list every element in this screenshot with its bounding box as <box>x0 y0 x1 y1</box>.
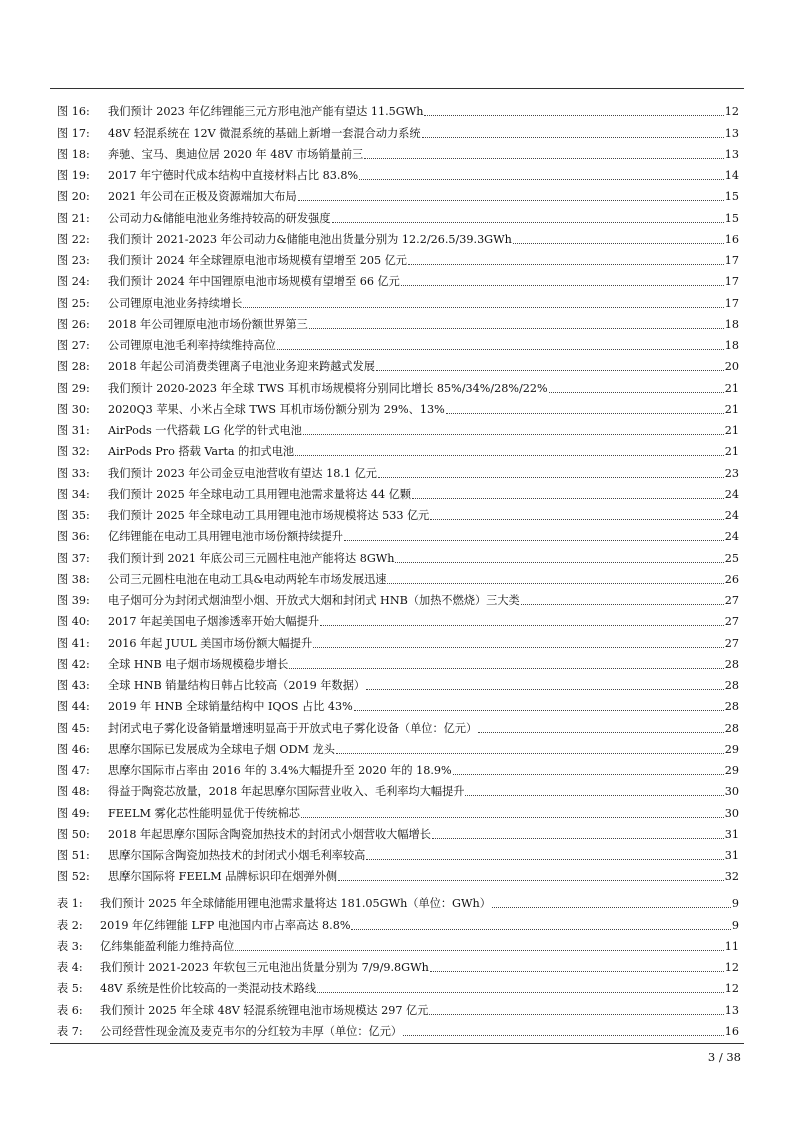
dot-leader <box>387 583 723 584</box>
dot-leader <box>332 222 724 223</box>
figure-entry[interactable] <box>57 629 739 650</box>
entry-title[interactable]: 2020Q3 苹果、小米占全球 TWS 耳机市场份额分别为 29%、13% <box>108 402 445 416</box>
entry-title[interactable]: 我们预计 2023 年亿纬锂能三元方形电池产能有望达 11.5GWh <box>108 105 424 119</box>
table-entry[interactable] <box>57 890 739 911</box>
entry-page-number[interactable]: 27 <box>724 594 739 607</box>
entry-label: 图 16: <box>57 105 90 119</box>
entry-label: 图 48: <box>57 785 90 799</box>
entry-title[interactable]: 我们预计 2023 年公司金豆电池营收有望达 18.1 亿元 <box>108 466 377 480</box>
dot-leader <box>513 243 724 244</box>
dot-leader <box>235 950 723 951</box>
entry-title[interactable]: 2017 年起美国电子烟渗透率开始大幅提升 <box>108 615 320 629</box>
entry-label: 图 45: <box>57 721 90 735</box>
entry-page-number[interactable]: 26 <box>724 572 739 586</box>
entry-page-number[interactable]: 32 <box>724 870 739 884</box>
entry-title[interactable]: 亿纬集能盈利能力维持高位 <box>100 939 235 953</box>
entry-title[interactable]: 我们预计 2024 年中国锂原电池市场规模有望增至 66 亿元 <box>108 275 400 289</box>
dot-leader <box>338 880 724 881</box>
entry-title[interactable]: 48V 轻混系统在 12V 微混系统的基础上新增一套混合动力系统 <box>108 126 421 140</box>
dot-leader <box>408 264 724 265</box>
figure-entry[interactable] <box>57 863 739 884</box>
entry-page-number[interactable]: 13 <box>724 1003 739 1017</box>
entry-label: 图 24: <box>57 275 90 289</box>
figure-entry[interactable] <box>57 98 739 119</box>
entry-page-number[interactable]: 17 <box>724 296 739 310</box>
figure-entry[interactable] <box>57 459 739 480</box>
figure-entry[interactable] <box>57 608 739 629</box>
entry-label: 图 49: <box>57 806 90 820</box>
dot-leader <box>364 158 724 159</box>
entry-label: 图 34: <box>57 487 90 501</box>
figure-entry[interactable] <box>57 693 739 714</box>
table-entry[interactable] <box>57 911 739 932</box>
figure-entry[interactable] <box>57 523 739 544</box>
entry-label: 图 32: <box>57 445 90 459</box>
entry-page-number[interactable]: 28 <box>724 700 739 714</box>
entry-page-number[interactable]: 12 <box>724 105 739 119</box>
figure-entry[interactable] <box>57 778 739 799</box>
dot-leader <box>351 929 730 930</box>
header-rule <box>50 88 744 89</box>
entry-title[interactable]: 2019 年亿纬锂能 LFP 电池国内市占率高达 8.8% <box>100 918 351 932</box>
entry-title[interactable]: 全球 HNB 销量结构日韩占比较高（2019 年数据） <box>108 679 366 692</box>
entry-page-number[interactable]: 16 <box>724 1024 739 1038</box>
dot-leader <box>424 115 723 116</box>
entry-title[interactable]: 得益于陶瓷芯放量，2018 年起思摩尔国际营业收入、毛利率均大幅提升 <box>108 785 465 799</box>
dot-leader <box>430 971 724 972</box>
entry-title[interactable]: 2017 年宁德时代成本结构中直接材料占比 83.8% <box>108 169 359 182</box>
figure-entry[interactable] <box>57 226 739 247</box>
entry-page-number[interactable]: 24 <box>724 487 739 501</box>
entry-label: 图 17: <box>57 126 90 140</box>
page-number: 3 / 38 <box>707 1050 741 1064</box>
figure-entry[interactable] <box>57 481 739 502</box>
figure-list <box>57 98 739 884</box>
entry-page-number[interactable]: 16 <box>724 232 739 246</box>
entry-title[interactable]: 我们预计 2025 年全球储能用锂电池需求量将达 181.05GWh（单位：GWh） <box>100 897 491 911</box>
entry-label: 表 7: <box>57 1024 83 1038</box>
entry-title[interactable]: 公司锂原电池毛利率持续维持高位 <box>108 339 276 352</box>
entry-page-number[interactable]: 11 <box>724 939 739 953</box>
figure-entry[interactable] <box>57 714 739 735</box>
entry-label: 表 4: <box>57 961 83 974</box>
entry-page-number[interactable]: 25 <box>724 551 739 565</box>
entry-page-number[interactable]: 12 <box>724 961 739 974</box>
entry-title[interactable]: 我们预计到 2021 年底公司三元圆柱电池产能将达 8GWh <box>108 551 395 565</box>
table-entry[interactable] <box>57 996 739 1017</box>
dot-leader <box>429 1014 723 1015</box>
figure-entry[interactable] <box>57 842 739 863</box>
dot-leader <box>378 477 724 478</box>
entry-label: 图 41: <box>57 636 90 650</box>
entry-page-number[interactable]: 31 <box>724 827 739 841</box>
entry-label: 表 1: <box>57 897 83 911</box>
figure-entry[interactable] <box>57 204 739 225</box>
figure-entry[interactable] <box>57 396 739 417</box>
entry-title[interactable]: 电子烟可分为封闭式烟油型小烟、开放式大烟和封闭式 HNB（加热不燃烧）三大类 <box>108 594 520 607</box>
dot-leader <box>243 307 723 308</box>
entry-label: 图 28: <box>57 360 90 374</box>
entry-title[interactable]: AirPods Pro 搭载 Varta 的扣式电池 <box>108 445 295 459</box>
entry-page-number[interactable]: 9 <box>731 897 739 911</box>
figure-entry[interactable] <box>57 544 739 565</box>
dot-leader <box>478 732 724 733</box>
dot-leader <box>309 328 724 329</box>
dot-leader <box>430 519 723 520</box>
entry-title[interactable]: 我们预计 2025 年全球电动工具用锂电池市场规模将达 533 亿元 <box>108 509 430 522</box>
entry-title[interactable]: 2021 年公司在正极及资源端加大布局 <box>108 190 297 204</box>
dot-leader <box>320 625 724 626</box>
dot-leader <box>465 795 723 796</box>
entry-label: 图 22: <box>57 232 90 246</box>
entry-label: 图 20: <box>57 190 90 204</box>
dot-leader <box>446 413 724 414</box>
dot-leader <box>395 562 723 563</box>
entry-title[interactable]: 公司三元圆柱电池在电动工具&电动两轮车市场发展迅速 <box>108 572 387 586</box>
entry-label: 图 33: <box>57 466 90 480</box>
entry-title[interactable]: 思摩尔国际将 FEELM 品牌标识印在烟弹外侧 <box>108 870 338 884</box>
figure-entry[interactable] <box>57 672 739 693</box>
figure-entry[interactable] <box>57 821 739 842</box>
entry-page-number[interactable]: 17 <box>724 275 739 289</box>
entry-label: 图 38: <box>57 572 90 586</box>
entry-page-number[interactable]: 30 <box>724 806 739 820</box>
table-list <box>57 890 739 1039</box>
entry-label: 表 2: <box>57 918 83 932</box>
entry-page-number[interactable]: 24 <box>724 530 739 544</box>
entry-title[interactable]: 2019 年 HNB 全球销量结构中 IQOS 占比 43% <box>108 700 353 714</box>
entry-label: 图 36: <box>57 530 90 544</box>
dot-leader <box>401 285 724 286</box>
figure-entry[interactable] <box>57 651 739 672</box>
dot-leader <box>289 668 723 669</box>
entry-page-number[interactable]: 21 <box>724 445 739 459</box>
figure-entry[interactable] <box>57 183 739 204</box>
entry-title[interactable]: 2016 年起 JUUL 美国市场份额大幅提升 <box>108 636 313 650</box>
entry-title[interactable]: 2018 年起思摩尔国际含陶瓷加热技术的封闭式小烟营收大幅增长 <box>108 827 431 841</box>
dot-leader <box>422 137 724 138</box>
entry-label: 表 6: <box>57 1003 83 1017</box>
figure-entry[interactable] <box>57 417 739 438</box>
entry-page-number[interactable]: 27 <box>724 615 739 629</box>
entry-title[interactable]: 奔驰、宝马、奥迪位居 2020 年 48V 市场销量前三 <box>108 147 364 161</box>
figure-entry[interactable] <box>57 332 739 353</box>
footer-rule <box>50 1043 744 1044</box>
entry-page-number[interactable]: 29 <box>724 742 739 756</box>
entry-title[interactable]: 2018 年起公司消费类锂离子电池业务迎来跨越式发展 <box>108 360 375 374</box>
entry-title[interactable]: 公司动力&储能电池业务维持较高的研发强度 <box>108 211 331 225</box>
entry-title[interactable]: FEELM 雾化芯性能明显优于传统棉芯 <box>108 806 300 820</box>
entry-title[interactable]: 全球 HNB 电子烟市场规模稳步增长 <box>108 657 289 671</box>
entry-label: 图 44: <box>57 700 90 714</box>
table-entry[interactable] <box>57 1018 739 1039</box>
entry-label: 图 51: <box>57 849 90 862</box>
figure-entry[interactable] <box>57 757 739 778</box>
entry-page-number[interactable]: 13 <box>724 147 739 161</box>
entry-page-number[interactable]: 28 <box>724 679 739 692</box>
entry-title[interactable]: 我们预计 2021-2023 年公司动力&储能电池出货量分别为 12.2/26.5/39.3GWh <box>108 232 512 246</box>
dot-leader <box>277 349 724 350</box>
dot-leader <box>403 1035 724 1036</box>
figure-entry[interactable] <box>57 502 739 523</box>
entry-label: 图 25: <box>57 296 90 310</box>
figure-entry[interactable] <box>57 736 739 757</box>
dot-leader <box>317 992 724 993</box>
entry-title[interactable]: 公司经营性现金流及麦克韦尔的分红较为丰厚（单位：亿元） <box>100 1024 403 1038</box>
dot-leader <box>521 604 724 605</box>
entry-title[interactable]: 思摩尔国际含陶瓷加热技术的封闭式小烟毛利率较高 <box>108 849 366 862</box>
entry-page-number[interactable]: 28 <box>724 721 739 735</box>
entry-page-number[interactable]: 29 <box>724 764 739 777</box>
figure-entry[interactable] <box>57 247 739 268</box>
dot-leader <box>301 817 724 818</box>
dot-leader <box>295 455 724 456</box>
entry-page-number[interactable]: 31 <box>724 849 739 862</box>
entry-page-number[interactable]: 21 <box>724 402 739 416</box>
dot-leader <box>359 179 724 180</box>
entry-page-number[interactable]: 14 <box>724 169 739 182</box>
entry-label: 图 31: <box>57 424 90 437</box>
entry-label: 图 19: <box>57 169 90 182</box>
dot-leader <box>453 774 724 775</box>
entry-title[interactable]: 亿纬锂能在电动工具用锂电池市场份额持续提升 <box>108 530 343 544</box>
entry-page-number[interactable]: 13 <box>724 126 739 140</box>
entry-page-number[interactable]: 24 <box>724 509 739 522</box>
figure-entry[interactable] <box>57 119 739 140</box>
entry-title[interactable]: 思摩尔国际市占率由 2016 年的 3.4%大幅提升至 2020 年的 18.9% <box>108 764 452 777</box>
entry-title[interactable]: 我们预计 2025 年全球电动工具用锂电池需求量将达 44 亿颗 <box>108 487 412 501</box>
entry-label: 图 21: <box>57 211 90 225</box>
figure-entry[interactable] <box>57 587 739 608</box>
dot-leader <box>412 498 724 499</box>
entry-label: 图 18: <box>57 147 90 161</box>
entry-label: 图 37: <box>57 551 90 565</box>
entry-page-number[interactable]: 28 <box>724 657 739 671</box>
entry-title[interactable]: 我们预计 2021-2023 年软包三元电池出货量分别为 7/9/9.8GWh <box>100 961 429 974</box>
entry-page-number[interactable]: 23 <box>724 466 739 480</box>
entry-label: 图 43: <box>57 679 90 692</box>
dot-leader <box>376 370 724 371</box>
entry-page-number[interactable]: 27 <box>724 636 739 650</box>
entry-page-number[interactable]: 20 <box>724 360 739 374</box>
entry-label: 图 26: <box>57 317 90 331</box>
entry-label: 图 29: <box>57 381 90 395</box>
entry-label: 图 23: <box>57 254 90 267</box>
dot-leader <box>432 838 724 839</box>
table-entry[interactable] <box>57 954 739 975</box>
dot-leader <box>303 434 724 435</box>
table-entry[interactable] <box>57 975 739 996</box>
entry-label: 图 47: <box>57 764 90 777</box>
entry-label: 图 40: <box>57 615 90 629</box>
entry-label: 图 50: <box>57 827 90 841</box>
entry-label: 图 52: <box>57 870 90 884</box>
dot-leader <box>366 689 724 690</box>
dot-leader <box>313 647 724 648</box>
entry-title[interactable]: 公司锂原电池业务持续增长 <box>108 296 243 310</box>
dot-leader <box>366 859 723 860</box>
entry-page-number[interactable]: 12 <box>724 982 739 996</box>
entry-label: 图 30: <box>57 402 90 416</box>
entry-title[interactable]: 我们预计 2025 年全球 48V 轻混系统锂电池市场规模达 297 亿元 <box>100 1003 429 1017</box>
entry-label: 图 27: <box>57 339 90 352</box>
entry-label: 图 39: <box>57 594 90 607</box>
dot-leader <box>354 710 724 711</box>
entry-title[interactable]: AirPods 一代搭载 LG 化学的针式电池 <box>108 424 302 437</box>
entry-page-number[interactable]: 18 <box>724 339 739 352</box>
figure-entry[interactable] <box>57 799 739 820</box>
dot-leader <box>336 753 724 754</box>
entry-title[interactable]: 我们预计 2020-2023 年全球 TWS 耳机市场规模将分别同比增长 85%/34%/28%/22% <box>108 381 548 395</box>
entry-title[interactable]: 48V 系统是性价比较高的一类混动技术路线 <box>100 982 317 996</box>
figure-entry[interactable] <box>57 566 739 587</box>
dot-leader <box>298 200 724 201</box>
entry-title[interactable]: 封闭式电子雾化设备销量增速明显高于开放式电子雾化设备（单位：亿元） <box>108 721 478 735</box>
entry-page-number[interactable]: 15 <box>724 211 739 225</box>
entry-title[interactable]: 2018 年公司锂原电池市场份额世界第三 <box>108 317 308 331</box>
figure-entry[interactable] <box>57 374 739 395</box>
entry-page-number[interactable]: 17 <box>724 254 739 267</box>
entry-label: 图 35: <box>57 509 90 522</box>
entry-label: 表 3: <box>57 939 83 953</box>
dot-leader <box>549 392 724 393</box>
figure-entry[interactable] <box>57 311 739 332</box>
entry-page-number[interactable]: 15 <box>724 190 739 204</box>
entry-label: 图 46: <box>57 742 90 756</box>
entry-page-number[interactable]: 30 <box>724 785 739 799</box>
figure-entry[interactable] <box>57 353 739 374</box>
entry-title[interactable]: 我们预计 2024 年全球锂原电池市场规模有望增至 205 亿元 <box>108 254 407 267</box>
entry-page-number[interactable]: 21 <box>724 424 739 437</box>
table-entry[interactable] <box>57 933 739 954</box>
entry-page-number[interactable]: 9 <box>731 918 739 932</box>
entry-label: 表 5: <box>57 982 83 996</box>
entry-page-number[interactable]: 21 <box>724 381 739 395</box>
figure-entry[interactable] <box>57 162 739 183</box>
figure-entry[interactable] <box>57 141 739 162</box>
figure-entry[interactable] <box>57 438 739 459</box>
entry-label: 图 42: <box>57 657 90 671</box>
dot-leader <box>344 540 724 541</box>
entry-page-number[interactable]: 18 <box>724 317 739 331</box>
dot-leader <box>492 907 731 908</box>
entry-title[interactable]: 思摩尔国际已发展成为全球电子烟 ODM 龙头 <box>108 742 335 756</box>
figure-entry[interactable] <box>57 268 739 289</box>
figure-entry[interactable] <box>57 289 739 310</box>
